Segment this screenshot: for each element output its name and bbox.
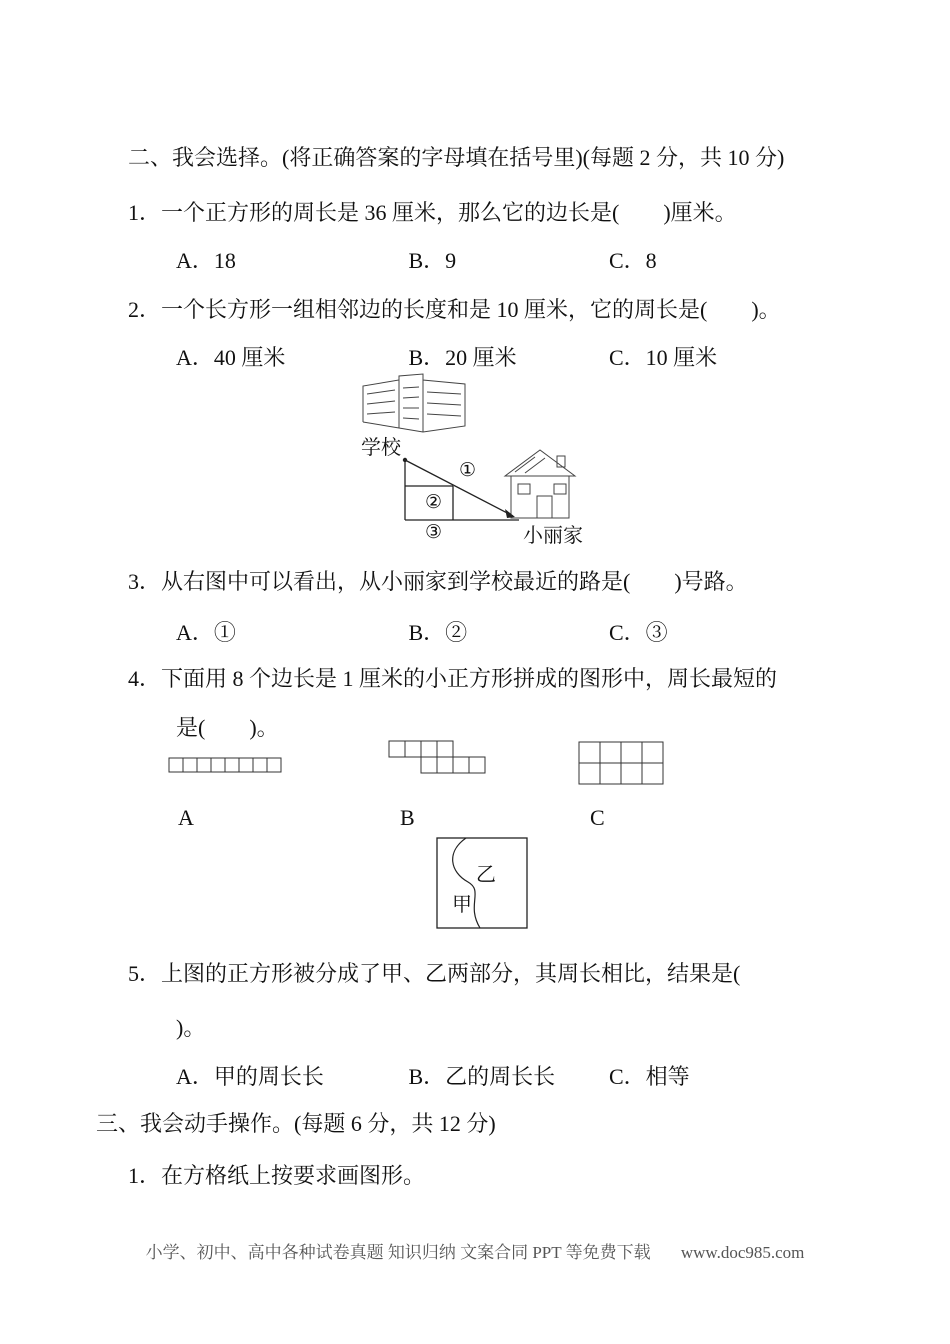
q2-option-c: C．10 厘米 xyxy=(609,345,718,370)
q1-option-b: B．9 xyxy=(408,248,457,273)
q4-text-line1: 4．下面用 8 个边长是 1 厘米的小正方形拼成的图形中，周长最短的 xyxy=(128,666,778,691)
house-sketch xyxy=(505,450,575,518)
q5-text-line2: )。 xyxy=(176,1015,206,1040)
q4-label-b: B xyxy=(400,805,415,830)
q1-text: 1．一个正方形的周长是 36 厘米，那么它的边长是( )厘米。 xyxy=(128,200,737,225)
section-operate-heading: 三、我会动手操作。(每题 6 分，共 12 分) xyxy=(96,1111,496,1136)
q5-option-b: B．乙的周长长 xyxy=(408,1064,556,1089)
section-choice-heading: 二、我会选择。(将正确答案的字母填在括号里)(每题 2 分，共 10 分) xyxy=(128,145,785,170)
footer-text: 小学、初中、高中各种试卷真题 知识归纳 文案合同 PPT 等免费下载 xyxy=(145,1243,651,1262)
q1-options xyxy=(176,244,657,275)
route-1-label: ① xyxy=(459,460,477,481)
q3-options xyxy=(176,616,668,647)
q3-option-c: C．③ xyxy=(609,620,668,645)
q2-text: 2．一个长方形一组相邻边的长度和是 10 厘米，它的周长是( )。 xyxy=(128,297,781,322)
school-sketch xyxy=(363,374,465,432)
q2-option-b: B．20 厘米 xyxy=(408,345,517,370)
footer-site-link[interactable]: www.doc985.com xyxy=(680,1243,805,1262)
q3-option-a: A．① xyxy=(176,620,236,645)
q5-option-c: C．相等 xyxy=(609,1064,690,1089)
q4-shape-b xyxy=(388,740,486,774)
q4-label-c: C xyxy=(590,805,605,830)
q4-label-a: A xyxy=(178,805,194,830)
page-footer xyxy=(0,1238,950,1263)
q2-option-a: A．40 厘米 xyxy=(176,345,286,370)
q4-text-line2: 是( )。 xyxy=(176,715,279,740)
route-3-label: ③ xyxy=(425,522,443,543)
q2-options xyxy=(176,341,717,372)
q5-text-line1: 5．上图的正方形被分成了甲、乙两部分，其周长相比，结果是( xyxy=(128,961,741,986)
route-2-label: ② xyxy=(425,492,443,513)
q1-option-c: C．8 xyxy=(609,248,657,273)
q4-shape-a xyxy=(168,757,282,773)
school-label: 学校 xyxy=(361,437,401,459)
operate-q1-text: 1．在方格纸上按要求画图形。 xyxy=(128,1163,426,1188)
house-label: 小丽家 xyxy=(523,525,583,547)
q4-shape-c xyxy=(578,741,664,785)
part-yi-label: 乙 xyxy=(476,864,496,886)
split-square-figure xyxy=(436,837,528,929)
q3-text: 3．从右图中可以看出，从小丽家到学校最近的路是( )号路。 xyxy=(128,569,748,594)
route-map-figure xyxy=(353,372,613,547)
q5-options xyxy=(176,1060,690,1091)
q3-option-b: B．② xyxy=(408,620,468,645)
q1-option-a: A．18 xyxy=(176,248,236,273)
q5-option-a: A．甲的周长长 xyxy=(176,1064,324,1089)
part-jia-label: 甲 xyxy=(452,894,472,916)
